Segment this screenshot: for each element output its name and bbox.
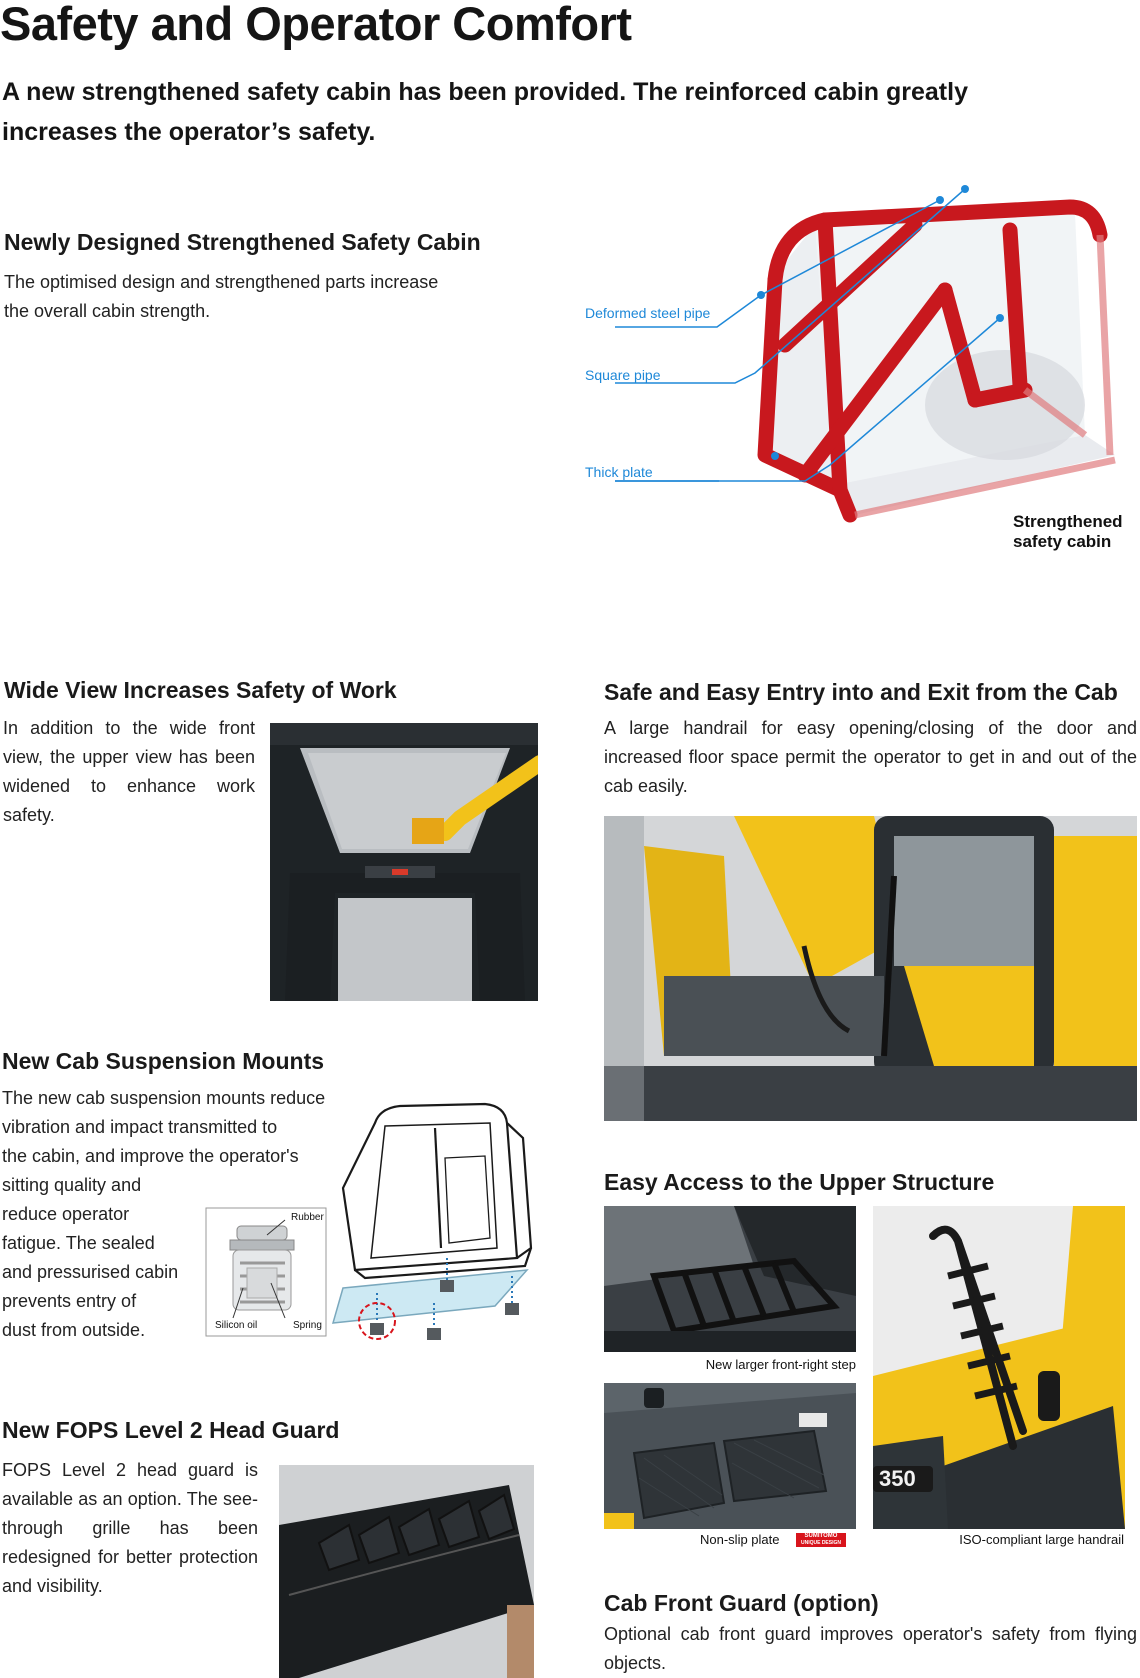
suspension-text-line: and pressurised cabin bbox=[2, 1262, 179, 1282]
callout-thick-plate: Thick plate bbox=[585, 464, 653, 480]
large-handrail-illustration bbox=[873, 1206, 1125, 1529]
machine-model-plate: 350 bbox=[879, 1466, 916, 1491]
suspension-text-line: The new cab suspension mounts reduce bbox=[2, 1088, 326, 1108]
callout-square-pipe: Square pipe bbox=[585, 367, 661, 383]
plate-photo bbox=[604, 1383, 856, 1529]
cabin-label-line: safety cabin bbox=[1013, 532, 1112, 551]
caption-handrail: ISO-compliant large handrail bbox=[959, 1532, 1124, 1547]
label-rubber: Rubber bbox=[291, 1212, 324, 1223]
cabin-frame-illustration bbox=[615, 185, 1135, 550]
suspension-heading: New Cab Suspension Mounts bbox=[2, 1048, 325, 1074]
upper-access-heading: Easy Access to the Upper Structure bbox=[604, 1169, 995, 1195]
fops-text: FOPS Level 2 head guard is available as an option. The see-through grille has been redesigned for better protection and visibility. bbox=[2, 1460, 258, 1596]
suspension-text-line: dust from outside. bbox=[2, 1320, 146, 1340]
sumitomo-unique-design-badge bbox=[796, 1533, 846, 1547]
plate-caption-row bbox=[700, 1532, 854, 1548]
fops-heading: New FOPS Level 2 Head Guard bbox=[2, 1417, 340, 1443]
cabin-diagram bbox=[585, 185, 1135, 550]
cabin-text-line: The optimised design and strengthened parts increase bbox=[4, 272, 439, 292]
front-guard-heading: Cab Front Guard (option) bbox=[604, 1590, 879, 1616]
caption-plate: Non-slip plate bbox=[700, 1532, 780, 1547]
cabin-label-line: Strengthened bbox=[1013, 512, 1123, 531]
entry-heading: Safe and Easy Entry into and Exit from the Cab bbox=[604, 679, 1118, 705]
lead-paragraph: A new strengthened safety cabin has been provided. The reinforced cabin greatly increases the operator’s safety. bbox=[2, 78, 968, 146]
suspension-text-line: fatigue. The sealed bbox=[2, 1233, 155, 1253]
front-right-step-illustration bbox=[604, 1206, 856, 1352]
non-slip-plate-illustration bbox=[604, 1383, 856, 1529]
step-photo bbox=[604, 1206, 856, 1352]
suspension-text-line: prevents entry of bbox=[2, 1291, 137, 1311]
label-silicon-oil: Silicon oil bbox=[215, 1320, 258, 1331]
wide-view-heading: Wide View Increases Safety of Work bbox=[4, 677, 397, 703]
fops-photo bbox=[279, 1465, 534, 1678]
cab-ceiling-illustration bbox=[270, 723, 538, 1001]
entry-photo bbox=[604, 816, 1137, 1121]
badge-line: SUMITOMO bbox=[804, 1533, 838, 1539]
suspension-text-line: the cabin, and improve the operator's bbox=[2, 1146, 299, 1166]
suspension-text-line: sitting quality and bbox=[2, 1175, 142, 1195]
suspension-diagram bbox=[205, 1098, 540, 1348]
entry-text: A large handrail for easy opening/closing of the door and increased floor space permit the operator to get in and out of the cab easily. bbox=[604, 718, 1137, 796]
suspension-text-line: vibration and impact transmitted to bbox=[2, 1117, 278, 1137]
wide-view-text: In addition to the wide front view, the upper view has been widened to enhance work safety. bbox=[3, 718, 255, 825]
handrail-photo bbox=[873, 1206, 1125, 1529]
suspension-text-line: reduce operator bbox=[2, 1204, 130, 1224]
label-spring: Spring bbox=[293, 1320, 322, 1331]
wide-view-photo bbox=[270, 723, 538, 1001]
callout-deformed-steel-pipe: Deformed steel pipe bbox=[585, 305, 711, 321]
front-guard-text: Optional cab front guard improves operator's safety from flying objects. bbox=[604, 1624, 1137, 1673]
caption-step: New larger front-right step bbox=[705, 1357, 856, 1372]
cab-entry-illustration bbox=[604, 816, 1137, 1121]
cabin-heading: Newly Designed Strengthened Safety Cabin bbox=[4, 229, 481, 255]
cabin-text bbox=[4, 268, 564, 326]
badge-line: UNIQUE DESIGN bbox=[800, 1540, 841, 1546]
cabin-label bbox=[1013, 512, 1123, 552]
page-title: Safety and Operator Comfort bbox=[0, 0, 632, 50]
fops-guard-illustration bbox=[279, 1465, 534, 1678]
cabin-text-line: the overall cabin strength. bbox=[4, 301, 211, 321]
suspension-mount-illustration bbox=[205, 1098, 540, 1348]
